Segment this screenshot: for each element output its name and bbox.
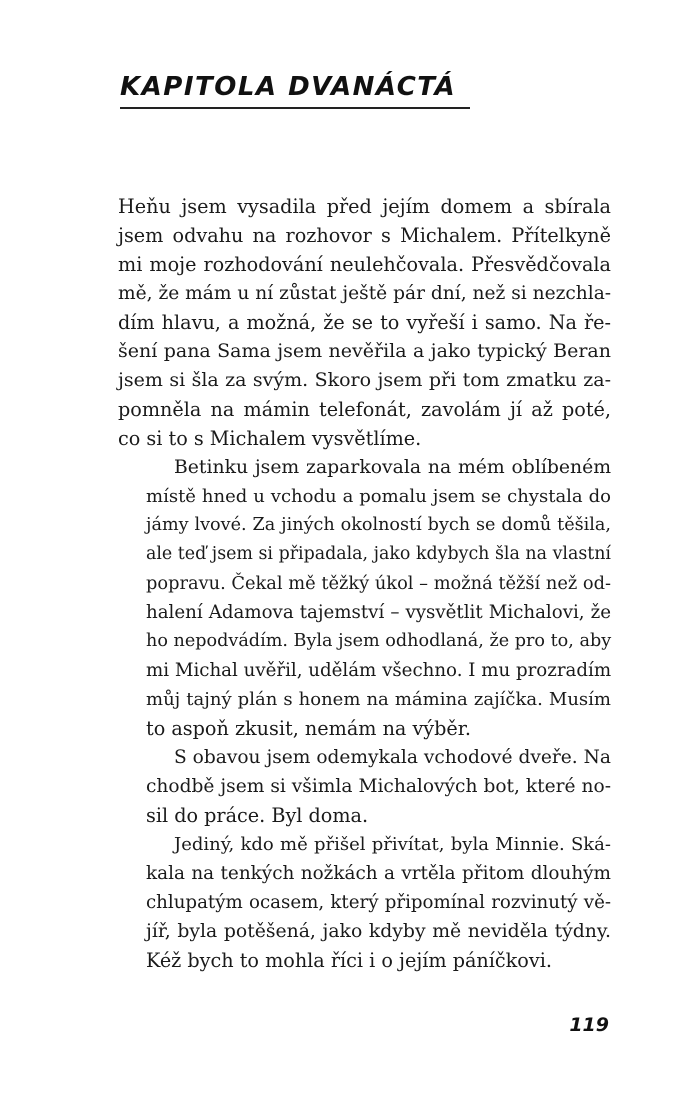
- paragraph-1: [118, 192, 611, 453]
- text-line: sil do práce. Byl doma.: [146, 804, 369, 827]
- text-line: jíř, byla potěšená, jako kdyby mě neviděla týdny.: [146, 921, 611, 942]
- text-line: kala na tenkých nožkách a vrtěla přitom dlouhým: [146, 863, 611, 884]
- text-line: mi Michal uvěřil, udělám všechno. I mu prozradím: [146, 660, 612, 681]
- text-line: Kéž bych to mohla říci i o jejím páníčkovi.: [146, 949, 552, 972]
- text-line: jsem odvahu na rozhovor s Michalem. Přítelkyně: [118, 224, 611, 247]
- text-line: pomněla na mámin telefonát, zavolám jí až poté,: [118, 398, 611, 421]
- text-line: mi moje rozhodování neulehčovala. Přesvědčovala: [118, 253, 611, 276]
- paragraph-3: [118, 743, 611, 830]
- text-line: halení Adamova tajemství – vysvětlit Michalovi, že: [146, 602, 611, 623]
- text-line: Jediný, kdo mě přišel přivítat, byla Minnie. Ská-: [174, 834, 611, 855]
- text-line: Betinku jsem zaparkovala na mém oblíbeném: [174, 457, 611, 478]
- chapter-heading: [120, 70, 480, 109]
- text-line: chodbě jsem si všimla Michalových bot, které no-: [146, 776, 611, 797]
- text-line: to aspoň zkusit, nemám na výběr.: [146, 717, 471, 740]
- text-line: chlupatým ocasem, který připomínal rozvinutý vě-: [146, 892, 611, 913]
- text-line: S obavou jsem odemykala vchodové dveře. Na: [174, 747, 611, 768]
- text-line: jámy lvové. Za jiných okolností bych se domů těšila,: [146, 515, 611, 535]
- text-line: šení pana Sama jsem nevěřila a jako typický Beran: [118, 340, 611, 362]
- text-line: ale teď jsem si připadala, jako kdybych šla na vlastní: [146, 544, 611, 564]
- text-line: popravu. Čekal mě těžký úkol – možná těžší než od-: [146, 573, 611, 594]
- text-line: co si to s Michalem vysvětlíme.: [118, 427, 422, 450]
- text-line: místě hned u vchodu a pomalu jsem se chystala do: [146, 486, 611, 507]
- chapter-body: [118, 192, 611, 975]
- text-line: ho nepodvádím. Byla jsem odhodlaná, že pro to, aby: [146, 631, 612, 651]
- text-line: mě, že mám u ní zůstat ještě pár dní, než si nezchla-: [118, 283, 612, 304]
- chapter-title: KAPITOLA DVANÁCTÁ: [120, 72, 457, 102]
- paragraph-2: [118, 453, 611, 743]
- page-number: 119: [569, 1014, 609, 1036]
- text-line: dím hlavu, a možná, že se to vyřeší i samo. Na ře-: [118, 311, 611, 334]
- text-line: jsem si šla za svým. Skoro jsem při tom zmatku za-: [118, 369, 611, 391]
- title-underline: [120, 107, 470, 109]
- paragraph-4: [118, 830, 611, 975]
- text-line: Heňu jsem vysadila před jejím domem a sbírala: [118, 195, 611, 218]
- text-line: můj tajný plán s honem na mámina zajíčka. Musím: [146, 689, 611, 710]
